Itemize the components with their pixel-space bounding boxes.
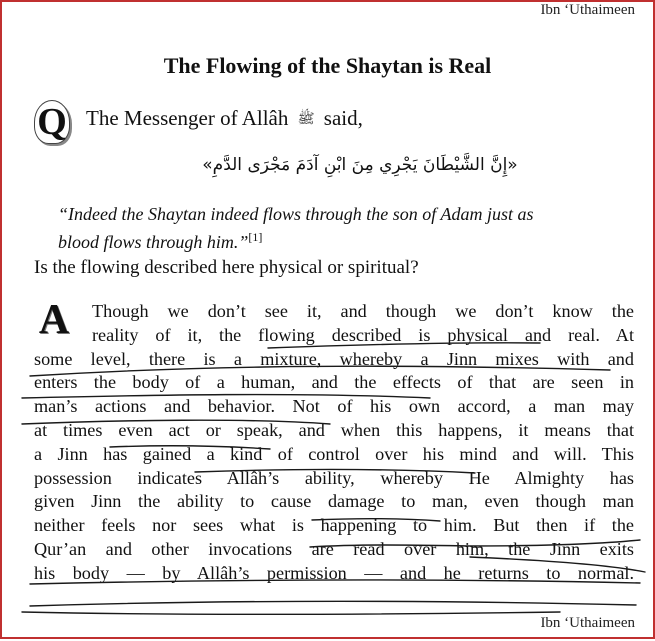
answer-line: reality of it, the flowing described is physical and real. At <box>92 324 634 345</box>
honorific-symbol: ﷺ <box>297 112 315 128</box>
answer-line: a Jinn has gained a kind of control over his mind and will. This <box>34 443 634 464</box>
section-title: The Flowing of the Shaytan is Real <box>163 53 492 78</box>
answer-paragraph <box>34 300 634 586</box>
translation-line-2-text: blood flows through him.” <box>58 232 249 252</box>
answer-line: his body — by Allâh’s permission — and he returns to normal. <box>34 562 634 583</box>
hadith-translation <box>58 203 638 254</box>
translation-line-2 <box>58 226 638 254</box>
answer-line: some level, there is a mixture, whereby a Jinn mixes with and <box>34 348 634 369</box>
answer-dropcap: A <box>34 298 74 342</box>
answer-line: neither feels nor sees what is happening to him. But then if the <box>34 515 634 536</box>
answer-line: Though we don’t see it, and though we don’t know the <box>92 301 634 321</box>
answer-line: enters the body of a human, and the effects of that are seen in <box>34 372 634 393</box>
translation-line-1: “Indeed the Shaytan indeed flows through the son of Adam just as <box>58 204 534 224</box>
question-intro <box>86 106 363 131</box>
footnote-reference: [1] <box>248 230 263 244</box>
question-intro-end: said, <box>323 106 363 130</box>
header-author: Ibn ‘Uthaimeen <box>540 2 635 18</box>
answer-line: at times even act or speak, and when this happens, it means that <box>34 419 634 440</box>
footer-author: Ibn ‘Uthaimeen <box>540 615 635 631</box>
question-dropcap: Q <box>34 100 70 144</box>
answer-line: man’s actions and behavior. Not of his own accord, a man may <box>34 396 634 417</box>
question-intro-text: The Messenger of Allâh <box>86 106 289 130</box>
question-followup: Is the flowing described here physical or spiritual? <box>34 257 419 278</box>
answer-line: Qur’an and other invocations are read over him, the Jinn exits <box>34 538 634 559</box>
arabic-hadith: «إِنَّ الشَّيْطَانَ يَجْرِي مِنَ ابْنِ آدَمَ مَجْرَى الدَّمِ» <box>202 155 518 175</box>
page-frame-bottom <box>0 637 655 639</box>
answer-line: given Jinn the ability to cause damage to man, even though man <box>34 491 634 512</box>
answer-line: possession indicates Allâh’s ability, whereby He Almighty has <box>34 467 634 488</box>
